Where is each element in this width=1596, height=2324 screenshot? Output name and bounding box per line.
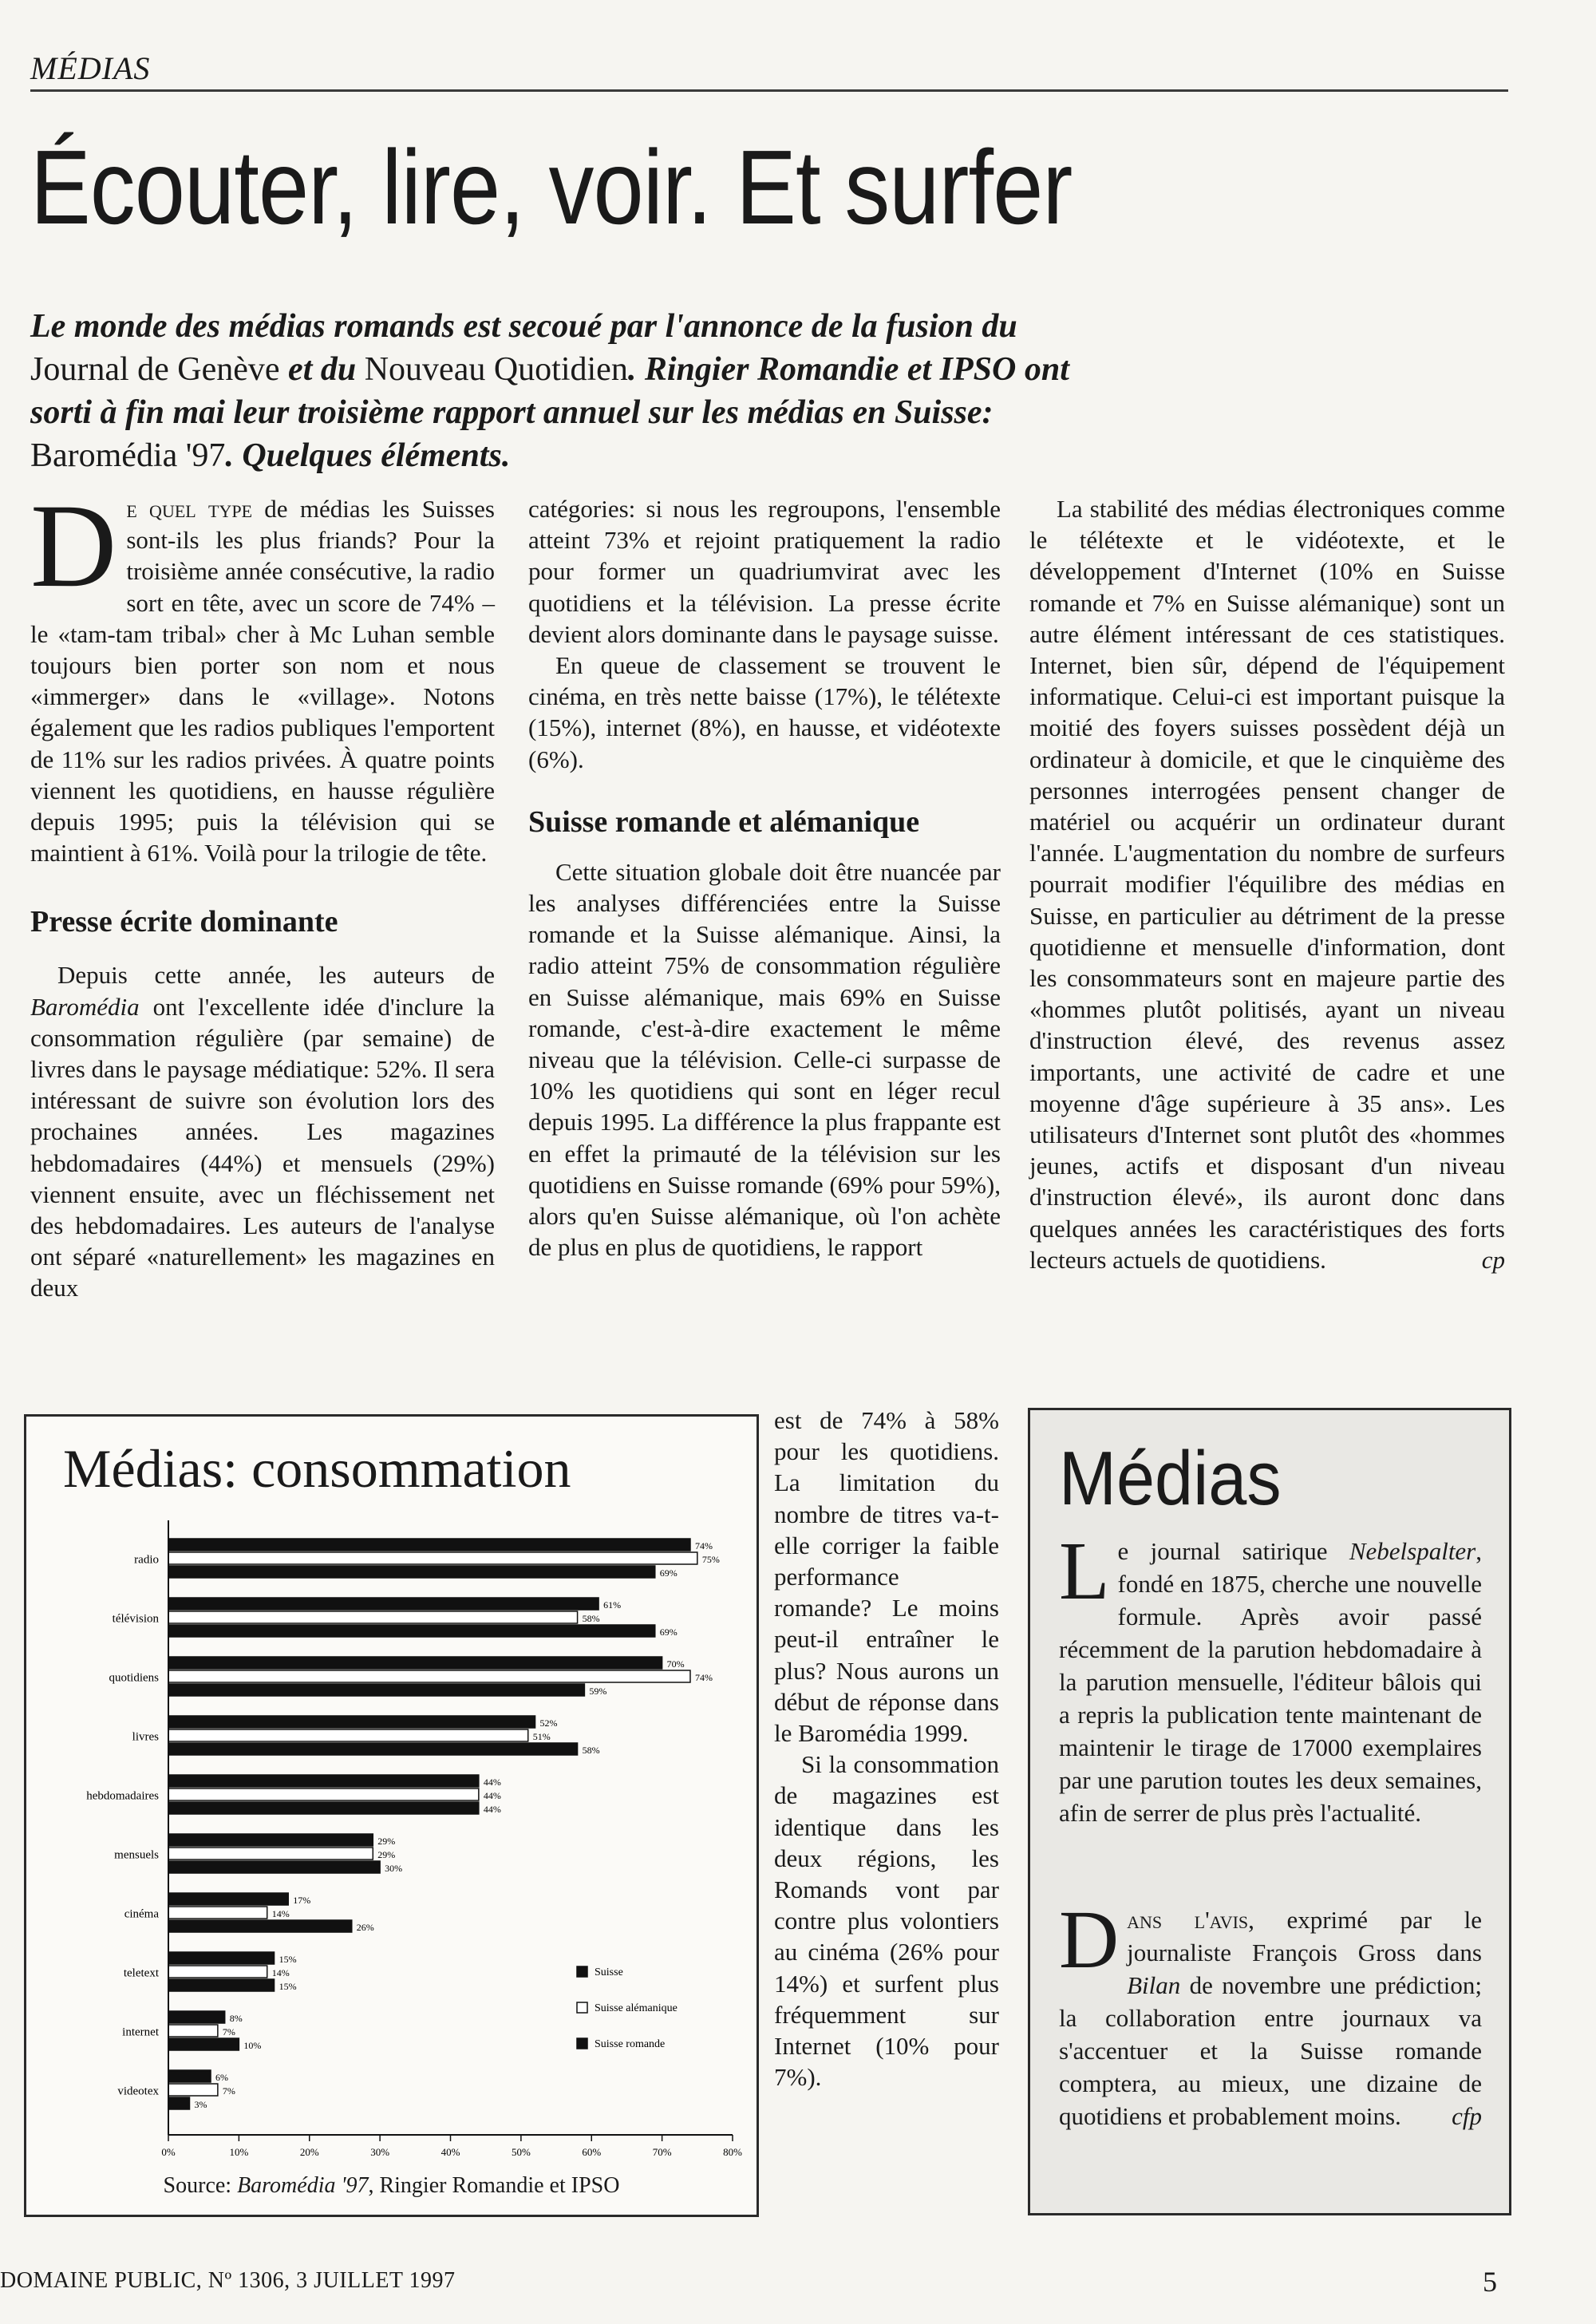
chart-title: Médias: consommation	[63, 1438, 571, 1499]
bar-internet-0	[168, 2011, 225, 2023]
bar-cinéma-1	[168, 1907, 267, 1919]
chart-source: Source: Baromédia '97, Ringier Romandie et IPSO	[163, 2173, 620, 2198]
bar-mensuels-2	[168, 1861, 380, 1873]
subhead-suisse: Suisse romande et alémanique	[528, 804, 920, 839]
bar-teletext-2	[168, 1979, 275, 1991]
category-label: teletext	[123, 1966, 159, 1980]
bar-videotex-1	[168, 2084, 218, 2096]
category-label: livres	[132, 1730, 159, 1744]
chart-box	[24, 1414, 759, 2217]
drop-cap: D	[30, 480, 117, 612]
bar-télévision-2	[168, 1625, 655, 1637]
bar-teletext-1	[168, 1966, 267, 1978]
sidebar-box	[1028, 1408, 1511, 2215]
data-label: 7%	[222, 2026, 235, 2037]
x-tick-label: 10%	[229, 2146, 249, 2158]
data-label: 58%	[582, 1613, 600, 1624]
data-label: 44%	[483, 1804, 501, 1815]
bar-internet-1	[168, 2025, 218, 2037]
bar-videotex-2	[168, 2097, 190, 2109]
data-label: 14%	[271, 1967, 290, 1978]
category-label: mensuels	[114, 1848, 159, 1862]
data-label: 8%	[229, 2013, 243, 2024]
bar-mensuels-0	[168, 1834, 373, 1846]
bar-cinéma-2	[168, 1920, 352, 1932]
category-label: hebdomadaires	[86, 1789, 159, 1803]
article-paragraph-5: Cette situation globale doit être nuancée par les analyses différenciées entre la Suisse romande et la Suisse alémanique. Ainsi, la radio atteint 75% de consommation régulière en Suisse alémanique, mais 69% en Suisse romande, c'est-à-dire exactement le même niveau que la télévision. Celle-ci surpasse de 10% les quotidiens qui sont en léger recul depuis 1995. La différence la plus frappante est en effet la primauté de la télévision sur les quotidiens en Suisse romande (69% pour 59%), alors qu'en Suisse alémanique, où l'on achète de plus en plus de quotidiens, le rapport	[528, 857, 1001, 1262]
data-label: 58%	[582, 1745, 600, 1756]
data-label: 52%	[539, 1717, 558, 1729]
category-label: radio	[134, 1553, 159, 1567]
data-label: 69%	[659, 1567, 678, 1579]
data-label: 17%	[293, 1895, 311, 1906]
bar-mensuels-1	[168, 1848, 373, 1860]
x-tick-label: 30%	[370, 2146, 390, 2158]
category-label: quotidiens	[109, 1671, 159, 1685]
data-label: 29%	[377, 1849, 396, 1860]
data-label: 26%	[356, 1922, 374, 1933]
data-label: 7%	[222, 2085, 235, 2097]
bar-livres-0	[168, 1716, 535, 1728]
data-label: 70%	[666, 1658, 685, 1670]
chapo	[30, 305, 1323, 477]
x-tick-label: 50%	[511, 2146, 531, 2158]
sidebar-paragraph-2: Dans l'avis, exprimé par le journaliste François Gross dans Bilan de novembre une prédiction; la collaboration entre journaux va s'accentuer et la Suisse romande comptera, au mieux, une dizaine de quotidiens et probablement moins. cfp	[1059, 1903, 1482, 2132]
legend-swatch	[577, 1966, 587, 1977]
data-label: 74%	[694, 1540, 713, 1551]
bar-hebdomadaires-2	[168, 1802, 479, 1814]
data-label: 74%	[694, 1672, 713, 1683]
article-column-3	[1029, 493, 1505, 1275]
section-rubric: MÉDIAS	[30, 50, 151, 86]
bar-hebdomadaires-0	[168, 1775, 479, 1787]
data-label: 51%	[532, 1731, 551, 1742]
article-paragraph-5b: est de 74% à 58% pour les quotidiens. La limitation du nombre de titres va-t-elle corriger la faible performance romande? Le moins peut-il entraîner le plus? Nous aurons un début de réponse dans le Baromédia 1999.	[774, 1406, 999, 1748]
article-paragraph-6: Si la consommation de magazines est identique dans les deux régions, les Romands vont par contre plus volontiers au cinéma (26% pour 14%) et surfent plus fréquemment sur Internet (10% pour 7%).	[774, 1750, 999, 2092]
article-paragraph-7: La stabilité des médias électroniques comme le télétexte et le vidéotexte, et le développement d'Internet (10% en Suisse romande et 7% en Suisse alémanique) sont un autre élément intéressant de ces statistiques. Internet, bien sûr, dépend de l'équipement informatique. Celui-ci est important puisque la moitié des foyers suisses possèdent déjà un ordinateur à domicile, et que le cinquième des personnes interrogées pensent changer de matériel ou acquérir un ordinateur durant l'année. L'augmentation du nombre de surfeurs pourrait modifier l'équilibre des médias en Suisse, en particulier au détriment de la presse quotidienne et mensuelle d'information, dont les consommateurs sont en majeure partie des «hommes plutôt politisés, ayant un niveau d'instruction élevé, des revenus assez importants, une activité de cadre et une moyenne d'âge supérieure à 35 ans». Les utilisateurs d'Internet sont plutôt des «hommes jeunes, actifs et disposant d'un niveau d'instruction élevé», ils auront donc dans quelques années les caractéristiques des forts lecteurs actuels de quotidiens. cp	[1029, 493, 1505, 1275]
sidebar-drop-cap-1: L	[1059, 1525, 1110, 1617]
bar-cinéma-0	[168, 1893, 288, 1905]
data-label: 29%	[377, 1836, 396, 1847]
chapo-line-2: Journal de Genève et du Nouveau Quotidien. Ringier Romandie et IPSO ont	[30, 351, 1069, 388]
article-intro: De quel type de médias les Suisses sont-ils les plus friands? Pour la troisième année consécutive, la radio sort en tête, avec un score de 74% – le «tam-tam tribal» cher à Mc Luhan semble toujours bien porter son nom et nous «immerger» dans le «village». Notons également que les radios publiques l'emportent de 11% sur les radios privées. À quatre points viennent les quotidiens, en hausse régulière depuis 1995; puis la télévision qui se maintient à 61%. Voilà pour la trilogie de tête.	[30, 480, 496, 868]
data-label: 10%	[243, 2040, 262, 2051]
category-label: cinéma	[124, 1907, 159, 1921]
legend-swatch	[577, 2002, 587, 2013]
bar-livres-2	[168, 1743, 578, 1755]
sidebar-paragraph-1: Le journal satirique Nebelspalter, fondé en 1875, cherche une nouvelle formule. Après avoir passé récemment de la parution hebdomadaire à la parution mensuelle, l'éditeur bâlois qui a repris la publication tente maintenant de maintenir le tirage de 17000 exemplaires par une parution toutes les deux semaines, afin de serrer de plus près l'actualité.	[1059, 1525, 1482, 1827]
bar-quotidiens-2	[168, 1684, 584, 1696]
headline: Écouter, lire, voir. Et surfer	[30, 128, 1073, 246]
chapo-line-3: sorti à fin mai leur troisième rapport annuel sur les médias en Suisse:	[30, 394, 994, 431]
legend-label: Suisse alémanique	[595, 2002, 678, 2014]
data-label: 75%	[701, 1554, 720, 1565]
article-column-2-lower	[774, 1405, 999, 2093]
page-number: 5	[1483, 2266, 1497, 2298]
footer-publication: DOMAINE PUBLIC, Nº 1306, 3 JUILLET 1997	[0, 2268, 456, 2293]
x-tick-label: 80%	[723, 2146, 742, 2158]
sidebar-title: Médias	[1059, 1436, 1282, 1521]
chapo-line-1: Le monde des médias romands est secoué par l'annonce de la fusion du	[30, 308, 1017, 345]
chapo-line-4: Baromédia '97. Quelques éléments.	[30, 437, 511, 474]
category-label: videotex	[117, 2085, 159, 2098]
article-signature: cp	[1481, 1245, 1505, 1274]
legend-swatch	[577, 2038, 587, 2049]
data-label: 69%	[659, 1626, 678, 1638]
sidebar-signature: cfp	[1452, 2102, 1482, 2130]
data-label: 30%	[385, 1863, 403, 1874]
header-rule	[30, 89, 1508, 92]
x-tick-label: 20%	[299, 2146, 319, 2158]
data-label: 44%	[483, 1790, 501, 1801]
bar-radio-0	[168, 1539, 690, 1551]
category-label: internet	[122, 2026, 159, 2039]
legend-label: Suisse romande	[595, 2038, 666, 2050]
subhead-presse: Presse écrite dominante	[30, 905, 338, 939]
bar-livres-1	[168, 1729, 528, 1741]
x-tick-label: 70%	[652, 2146, 672, 2158]
bar-radio-2	[168, 1566, 655, 1578]
bar-télévision-0	[168, 1598, 598, 1610]
bar-télévision-1	[168, 1611, 578, 1623]
data-label: 14%	[271, 1908, 290, 1919]
bar-videotex-0	[168, 2070, 211, 2082]
x-tick-label: 40%	[440, 2146, 460, 2158]
data-label: 15%	[279, 1981, 297, 1992]
bar-hebdomadaires-1	[168, 1788, 479, 1800]
article-column-1	[30, 480, 496, 1304]
sidebar-drop-cap-2: D	[1059, 1894, 1120, 1986]
data-label: 59%	[589, 1686, 607, 1697]
bar-radio-1	[168, 1552, 697, 1564]
article-paragraph-2: Depuis cette année, les auteurs de Baromédia ont l'excellente idée d'inclure la consommation régulière (par semaine) de livres dans le paysage médiatique: 52%. Il sera intéressant de suivre son évolution lors des prochaines années. Les magazines hebdomadaires (44%) et mensuels (29%) viennent ensuite, avec un fléchissement net des hebdomadaires. Les auteurs de l'analyse ont séparé «naturellement» les magazines en deux	[30, 961, 495, 1302]
bar-teletext-0	[168, 1952, 275, 1964]
data-label: 15%	[279, 1954, 297, 1965]
article-paragraph-3: catégories: si nous les regroupons, l'ensemble atteint 73% et rejoint pratiquement la radio pour former un quadriumvirat avec les quotidiens et la télévision. La presse écrite devient alors dominante dans le paysage suisse.	[528, 495, 1001, 648]
article-paragraph-4: En queue de classement se trouvent le cinéma, en très nette baisse (17%), le télétexte (15%), internet (8%), en hausse, et vidéotexte (6%).	[528, 651, 1001, 773]
bar-internet-2	[168, 2038, 239, 2050]
legend-label: Suisse	[595, 1966, 623, 1978]
data-label: 61%	[603, 1599, 622, 1611]
data-label: 3%	[194, 2099, 207, 2110]
bar-quotidiens-1	[168, 1670, 690, 1682]
data-label: 44%	[483, 1777, 501, 1788]
x-tick-label: 0%	[161, 2146, 176, 2158]
bar-quotidiens-0	[168, 1657, 662, 1669]
category-label: télévision	[112, 1612, 159, 1626]
bar-chart	[26, 1417, 757, 2215]
article-column-2	[528, 493, 1001, 1263]
x-tick-label: 60%	[582, 2146, 602, 2158]
data-label: 6%	[215, 2072, 229, 2083]
